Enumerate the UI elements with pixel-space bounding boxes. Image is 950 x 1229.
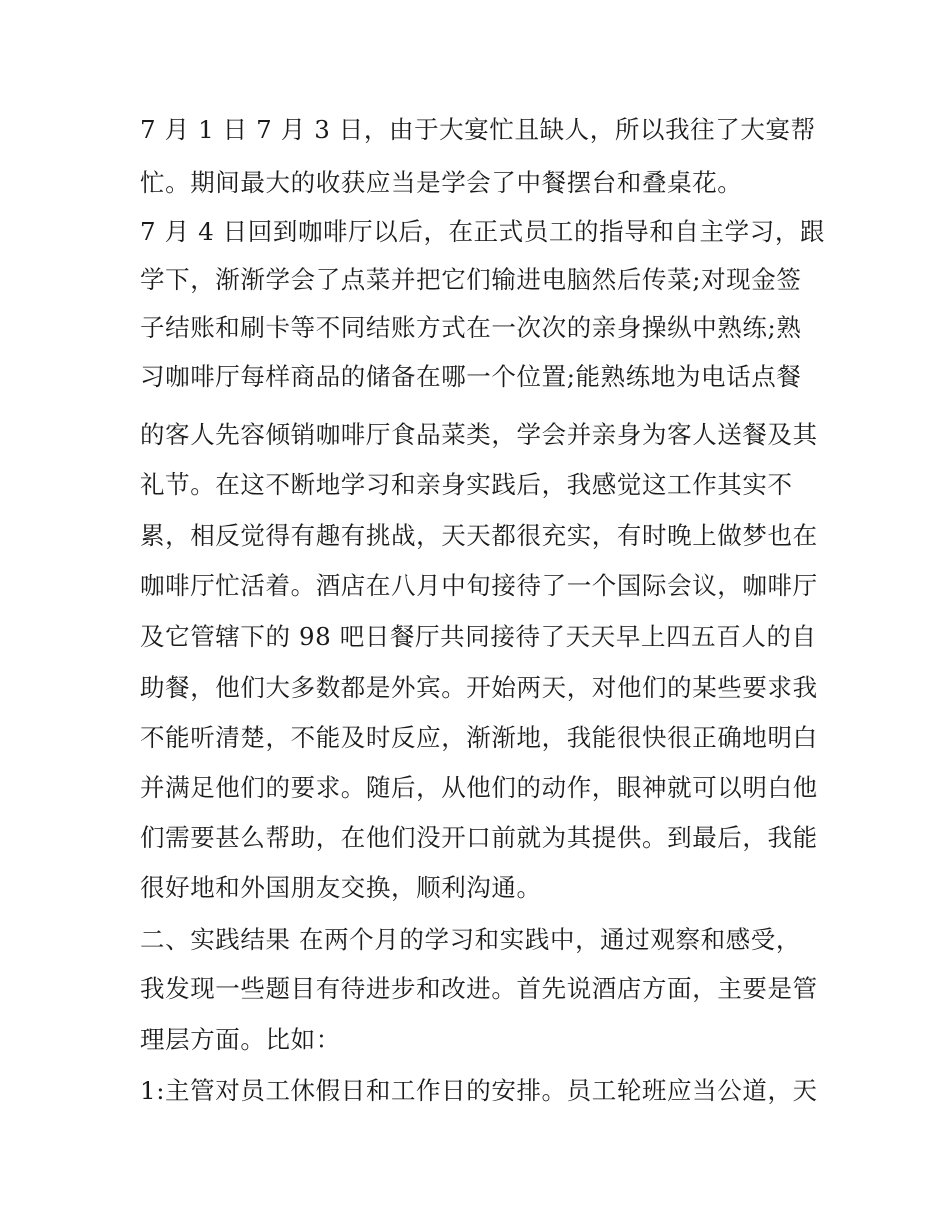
text-line: 累，相反觉得有趣有挑战，天天都很充实，有时晚上做梦也在: [140, 521, 818, 550]
text-line: 们需要甚么帮助，在他们没开口前就为其提供。到最后，我能: [140, 823, 818, 852]
text-line: 二、实践结果 在两个月的学习和实践中，通过观察和感受，: [140, 925, 801, 954]
text-line: 的客人先容倾销咖啡厅食品菜类，学会并亲身为客人送餐及其: [140, 420, 818, 449]
text-line: 习咖啡厅每样商品的储备在哪一个位置;能熟练地为电话点餐: [140, 362, 802, 391]
text-line: 不能听清楚，不能及时反应，渐渐地，我能很快很正确地明白: [140, 723, 818, 752]
text-line: 助餐，他们大多数都是外宾。开始两天，对他们的某些要求我: [140, 673, 818, 702]
text-line: 学下，渐渐学会了点菜并把它们输进电脑然后传菜;对现金签: [140, 265, 802, 294]
text-line: 及它管辖下的 98 吧日餐厅共同接待了天天早上四五百人的自: [140, 622, 817, 651]
text-line: 咖啡厅忙活着。酒店在八月中旬接待了一个国际会议，咖啡厅: [140, 571, 818, 600]
text-line: 并满足他们的要求。随后，从他们的动作，眼神就可以明白他: [140, 773, 818, 802]
text-line: 1:主管对员工休假日和工作日的安排。员工轮班应当公道，天: [140, 1076, 818, 1105]
text-line: 忙。期间最大的收获应当是学会了中餐摆台和叠桌花。: [140, 168, 743, 197]
text-line: 7 月 1 日 7 月 3 日，由于大宴忙且缺人，所以我往了大宴帮: [140, 115, 816, 144]
text-line: 很好地和外国朋友交换，顺利沟通。: [140, 873, 542, 902]
text-line: 理层方面。比如：: [140, 1025, 341, 1054]
text-line: 7 月 4 日回到咖啡厅以后，在正式员工的指导和自主学习，跟: [140, 217, 826, 246]
text-line: 子结账和刷卡等不同结账方式在一次次的亲身操纵中熟练;熟: [140, 313, 802, 342]
text-line: 我发现一些题目有待进步和改进。首先说酒店方面，主要是管: [140, 974, 818, 1003]
text-line: 礼节。在这不断地学习和亲身实践后，我感觉这工作其实不: [140, 470, 793, 499]
